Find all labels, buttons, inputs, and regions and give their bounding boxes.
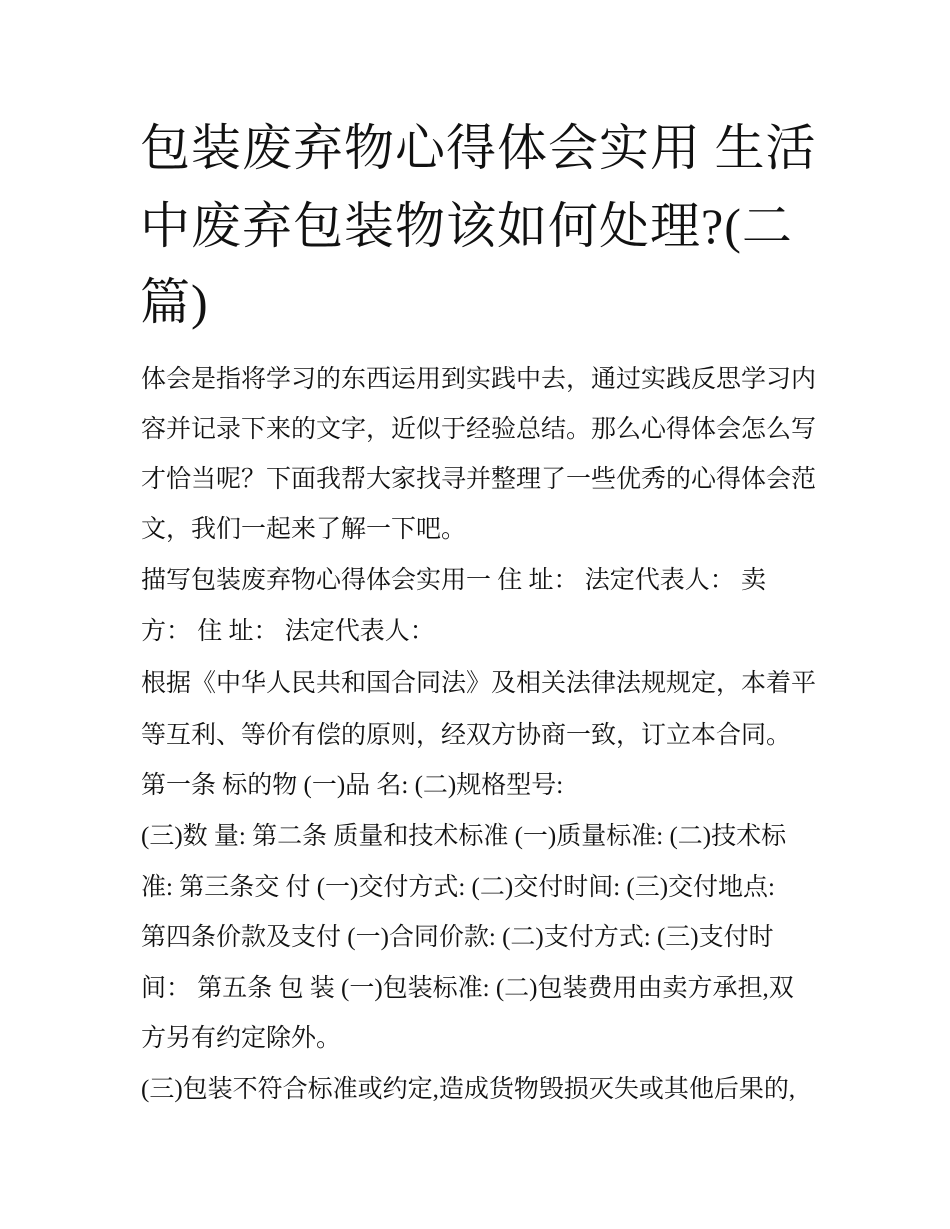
- body-line: 才恰当呢？下面我帮大家找寻并整理了一些优秀的心得体会范: [141, 466, 817, 493]
- body-line: 根据《中华人民共和国合同法》及相关法律法规规定，本着平: [141, 670, 817, 697]
- body-line: 等互利、等价有偿的原则，经双方协商一致，订立本合同。: [141, 722, 792, 749]
- body-line: 方： 住 址： 法定代表人：: [141, 618, 435, 645]
- body-line: 间： 第五条 包 装 (一)包装标准: (二)包装费用由卖方承担,双: [141, 975, 794, 1002]
- body-line: 准: 第三条交 付 (一)交付方式: (二)交付时间: (三)交付地点:: [141, 874, 775, 901]
- body-line: (三)数 量: 第二条 质量和技术标准 (一)质量标准: (二)技术标: [141, 823, 787, 850]
- title-line: 中废弃包装物该如何处理?(二: [140, 198, 793, 254]
- title-line: 包装废弃物心得体会实用 生活: [140, 120, 817, 176]
- body-line: 方另有约定除外。: [141, 1025, 342, 1052]
- body-line: 第四条价款及支付 (一)合同价款: (二)支付方式: (三)支付时: [141, 924, 774, 951]
- body-line: 第一条 标的物 (一)品 名: (二)规格型号:: [141, 772, 564, 799]
- body-line: 容并记录下来的文字，近似于经验总结。那么心得体会怎么写: [141, 416, 817, 443]
- title-line: 篇): [140, 274, 209, 330]
- body-line: 文，我们一起来了解一下吧。: [141, 516, 467, 543]
- body-line: (三)包装不符合标准或约定,造成货物毁损灭失或其他后果的,: [141, 1076, 796, 1103]
- body-line: 描写包装废弃物心得体会实用一 住 址： 法定代表人： 卖: [141, 567, 767, 594]
- body-line: 体会是指将学习的东西运用到实践中去，通过实践反思学习内: [141, 366, 817, 393]
